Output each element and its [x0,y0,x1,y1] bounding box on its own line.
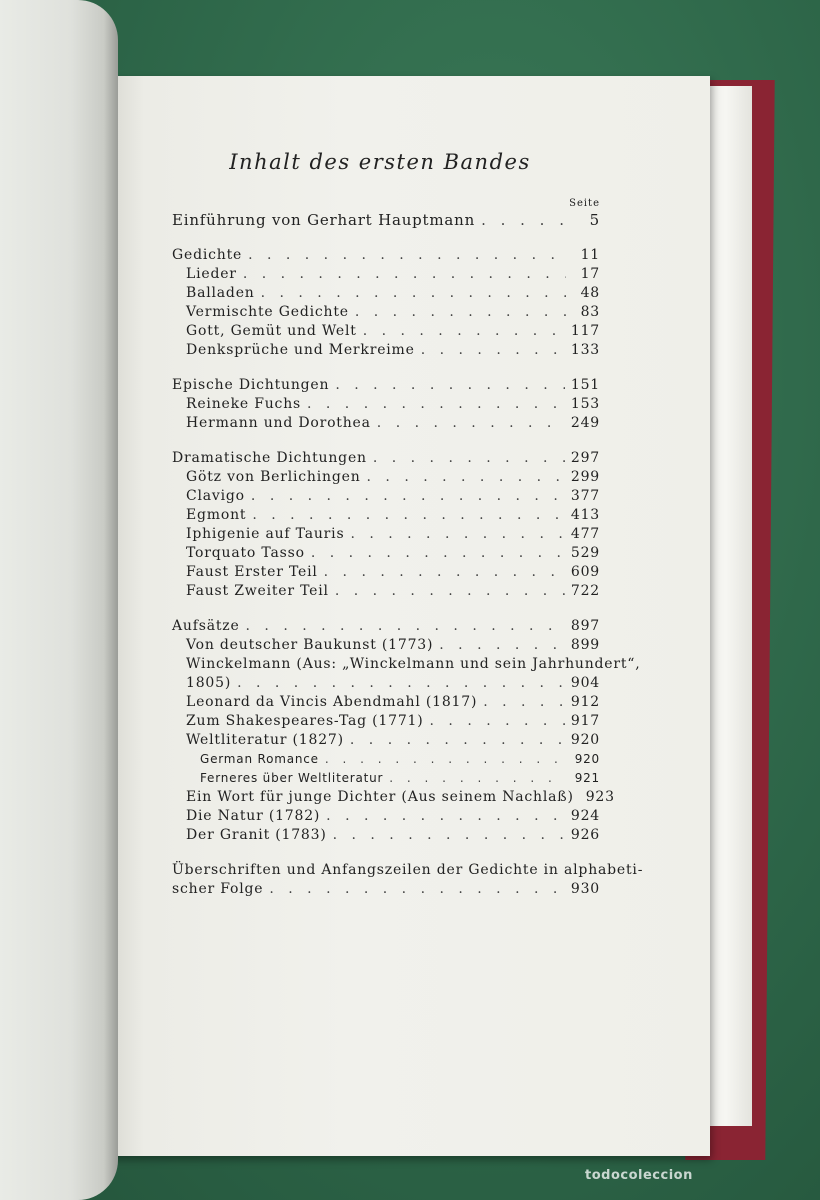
dot-leader [355,303,566,322]
toc-entry [170,826,600,845]
toc-entry [170,750,600,769]
toc-entry [170,807,600,826]
dot-leader [325,750,566,769]
dot-leader [248,246,566,265]
toc-page-number: 153 [570,396,600,412]
toc-entry [170,880,600,899]
toc-entry-text: Clavigo [186,488,245,504]
toc-entry-text: Götz von Berlichingen [186,469,361,485]
toc-entry-text: Torquato Tasso [186,545,305,561]
section-gap [170,601,600,617]
dot-leader [261,284,566,303]
toc-entry [170,210,600,230]
dot-leader [324,563,565,582]
toc-entry [170,731,600,750]
toc-page-number: 297 [570,450,600,466]
toc-page-number: 249 [570,415,600,431]
toc-page-number: 899 [570,637,600,653]
toc-entry [170,582,600,601]
dot-leader [350,731,565,750]
toc-entry-text: Weltliteratur (1827) [186,732,344,748]
toc-entry-text: Dramatische Dichtungen [172,450,367,466]
toc-entry-text: Zum Shakespeares-Tag (1771) [186,713,424,729]
watermark: todocoleccion [585,1168,693,1183]
toc-page-number: 924 [570,808,600,824]
toc-entry [170,284,600,303]
toc-entry-text: Einführung von Gerhart Hauptmann [172,211,476,229]
toc-entry-continuation: 1805) [186,675,232,691]
toc-page-number: 897 [570,618,600,634]
dot-leader [243,265,566,284]
toc-entry-text: Gott, Gemüt und Welt [186,323,357,339]
left-page-curl [0,0,118,1200]
toc-entry-text: Ferneres über Weltliteratur [200,771,384,785]
toc-entry-text: Von deutscher Baukunst (1773) [186,637,434,653]
dot-leader [335,376,565,395]
toc-entry [170,414,600,433]
toc-page-number: 904 [570,675,600,691]
toc-entry-text: Hermann und Dorothea [186,415,371,431]
toc-page-number: 299 [570,469,600,485]
table-of-contents [170,150,644,899]
toc-entry-text: Winckelmann (Aus: „Winckelmann und sein Jahrhundert“, [186,656,641,672]
toc-entry-text: Balladen [186,285,255,301]
dot-leader [326,807,565,826]
section-gap [170,433,600,449]
dot-leader [252,506,565,525]
toc-entry [170,636,600,655]
toc-page-number: 930 [570,881,600,897]
toc-entry-text: Reineke Fuchs [186,396,301,412]
dot-leader [483,693,565,712]
toc-entry-text: Ein Wort für junge Dichter (Aus seinem Nachlaß) [186,789,574,805]
toc-entry-text: Gedichte [172,247,243,263]
dot-leader [251,487,565,506]
toc-page-number: 926 [570,827,600,843]
toc-page-number: 609 [570,564,600,580]
dot-leader [333,826,565,845]
toc-entry [170,265,600,284]
toc-page-number: 5 [589,211,600,229]
toc-page-number: 921 [574,771,600,785]
toc-page-number: 920 [570,732,600,748]
dot-leader [307,395,565,414]
toc-page-number: 477 [570,526,600,542]
toc-entry [170,468,600,487]
toc-entry-text: Die Natur (1782) [186,808,321,824]
dot-leader [439,636,565,655]
toc-entry-text: Aufsätze [172,618,240,634]
toc-entry-continuation: scher Folge [172,881,264,897]
dot-leader [246,617,565,636]
toc-entry [170,617,600,636]
toc-page-number: 11 [580,247,600,263]
toc-page-number: 151 [570,377,600,393]
toc-entry [170,525,600,544]
dot-leader [377,414,565,433]
toc-entry-text: Epische Dichtungen [172,377,330,393]
toc-entry [170,506,600,525]
section-gap [170,845,600,861]
dot-leader [237,674,565,693]
toc-entry [170,563,600,582]
toc-entry [170,487,600,506]
page-column-label: Seite [569,198,600,209]
toc-entry-text: Lieder [186,266,237,282]
toc-entry [170,376,600,395]
toc-page-number: 83 [580,304,600,320]
toc-entry [170,341,600,360]
toc-body [170,210,644,899]
dot-leader [389,769,566,788]
dot-leader [367,468,565,487]
toc-entry [170,544,600,563]
toc-page-number: 920 [574,752,600,766]
toc-entry-text: Faust Erster Teil [186,564,318,580]
toc-page-number: 133 [570,342,600,358]
toc-entry-text: Egmont [186,507,247,523]
section-gap [170,230,600,246]
toc-entry [170,769,600,788]
toc-page-number: 17 [580,266,600,282]
section-gap [170,360,600,376]
toc-entry [170,788,615,807]
dot-leader [421,341,565,360]
dot-leader [311,544,565,563]
toc-entry-text: Iphigenie auf Tauris [186,526,345,542]
dot-leader [481,210,566,230]
toc-page-number: 48 [580,285,600,301]
toc-entry [170,322,600,341]
toc-entry-text: Vermischte Gedichte [186,304,349,320]
toc-title: Inhalt des ersten Bandes [229,150,531,174]
toc-page-number: 722 [570,583,600,599]
toc-page-number: 923 [585,789,615,805]
toc-entry [170,674,600,693]
toc-entry [170,395,600,414]
toc-entry [170,246,600,265]
toc-page-number: 117 [570,323,600,339]
toc-page-number: 377 [570,488,600,504]
dot-leader [430,712,565,731]
dot-leader [363,322,565,341]
toc-entry-text: Der Granit (1783) [186,827,327,843]
toc-page-number: 529 [570,545,600,561]
toc-entry-text: German Romance [200,752,319,766]
dot-leader [373,449,565,468]
toc-entry-text: Faust Zweiter Teil [186,583,329,599]
toc-entry [170,303,600,322]
toc-page-number: 912 [570,694,600,710]
dot-leader [269,880,565,899]
toc-entry-text: Überschriften und Anfangszeilen der Gedichte in alphabeti- [172,862,644,878]
toc-entry [170,449,600,468]
dot-leader [335,582,565,601]
toc-entry [170,712,600,731]
dot-leader [350,525,564,544]
toc-entry-text: Leonard da Vincis Abendmahl (1817) [186,694,478,710]
toc-page-number: 917 [570,713,600,729]
toc-entry-text: Denksprüche und Merkreime [186,342,415,358]
toc-page-number: 413 [570,507,600,523]
toc-entry [170,693,600,712]
